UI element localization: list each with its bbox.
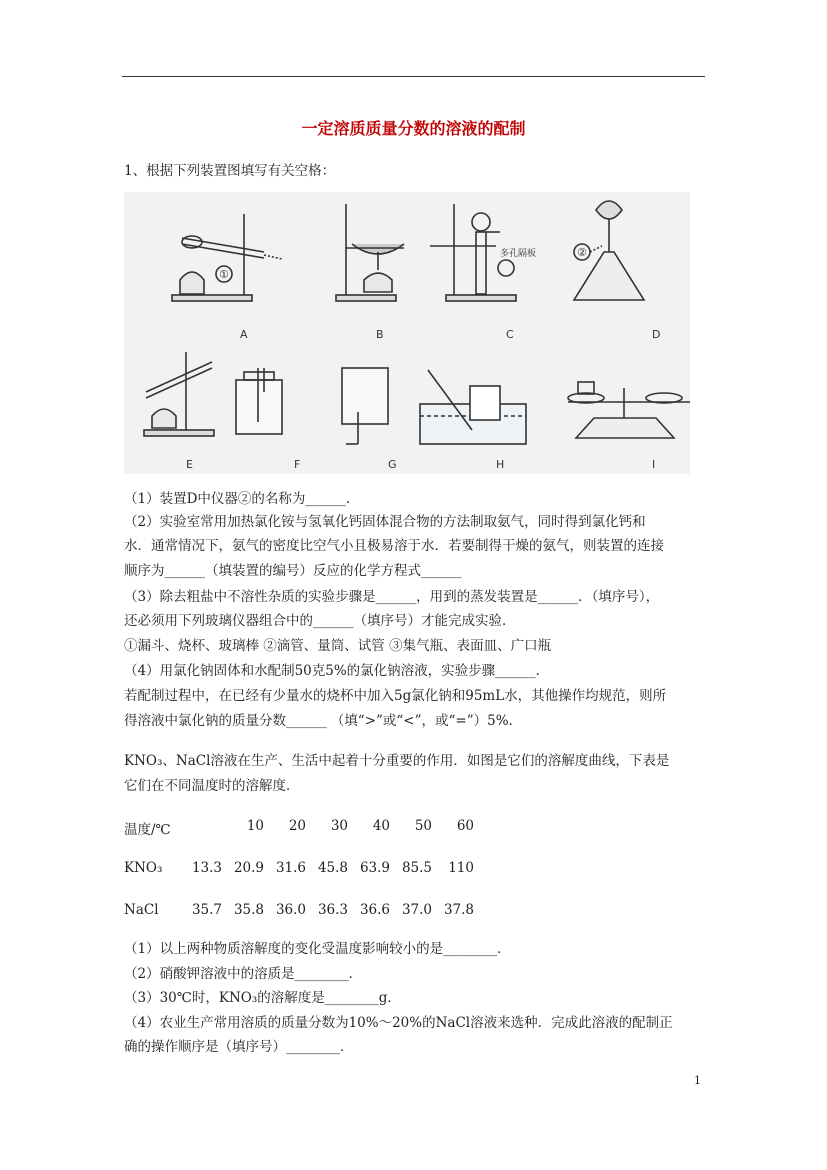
label-f: F — [294, 458, 301, 471]
question-1-intro: 1、根据下列装置图填写有关空格： — [124, 163, 336, 179]
table-cell: 36.3 — [317, 902, 348, 918]
q2-intro: 它们在不同温度时的溶解度． — [124, 778, 300, 794]
q1-options: ①漏斗、烧杯、玻璃棒 ②滴管、量筒、试管 ③集气瓶、表面皿、广口瓶 — [124, 638, 552, 654]
header-rule — [122, 76, 705, 77]
q1-line: 水．通常情况下，氨气的密度比空气小且极易溶于水．若要制得干燥的氨气，则装置的连接 — [124, 538, 664, 554]
table-cell: 45.8 — [317, 860, 348, 876]
plate-label: 多孔隔板 — [500, 249, 537, 259]
label-c: C — [506, 328, 514, 341]
label-d: D — [652, 328, 661, 341]
q2-line: （4）农业生产常用溶质的质量分数为10%～20%的NaCl溶液来选种．完成此溶液的配制正 — [124, 1015, 673, 1031]
table-cell — [180, 818, 222, 860]
q2-line: （3）30℃时，KNO₃的溶解度是________g． — [124, 990, 401, 1006]
table-cell: 20 — [288, 818, 306, 834]
table-cell: 35.8 — [233, 902, 264, 918]
q1-line: （2）实验室常用加热氯化铵与氢氧化钙固体混合物的方法制取氨气，同时得到氯化钙和 — [124, 514, 646, 530]
q1-line: 还必须用下列玻璃仪器组合中的______（填序号）才能完成实验． — [124, 613, 516, 629]
q1-line: （1）装置D中仪器②的名称为______. — [124, 491, 351, 507]
q1-line: 顺序为______（填装置的编号）反应的化学方程式______ — [124, 563, 462, 579]
table-cell: 37.0 — [401, 902, 432, 918]
apparatus-figure — [124, 192, 690, 474]
q2-line: （1）以上两种物质溶解度的变化受温度影响较小的是________． — [124, 941, 511, 957]
table-row — [124, 860, 474, 902]
table-cell: 13.3 — [191, 860, 222, 876]
row-label: NaCl — [124, 902, 159, 918]
q1-line: （4）用氯化钠固体和水配制50克5%的氯化钠溶液，实验步骤______． — [124, 663, 550, 679]
table-cell: 10 — [246, 818, 264, 834]
q1-line: （3）除去粗盐中不溶性杂质的实验步骤是______，用到的蒸发装置是______．（填序号）， — [124, 589, 660, 605]
table-cell: 31.6 — [275, 860, 306, 876]
label-i: I — [652, 458, 656, 471]
label-g: G — [388, 458, 397, 471]
table-cell: 30 — [330, 818, 348, 834]
q2-intro: KNO₃、NaCl溶液在生产、生活中起着十分重要的作用．如图是它们的溶解度曲线，下表是 — [124, 753, 670, 769]
table-cell: 35.7 — [191, 902, 222, 918]
label-a: A — [240, 328, 248, 341]
label-e: E — [186, 458, 193, 471]
solubility-table — [124, 818, 474, 944]
table-cell: 50 — [414, 818, 432, 834]
row-label: KNO₃ — [124, 860, 163, 876]
table-cell: 37.8 — [443, 902, 474, 918]
table-cell: 85.5 — [401, 860, 432, 876]
row-label: 温度/℃ — [124, 822, 171, 838]
table-cell: 110 — [448, 860, 474, 876]
label-b: B — [376, 328, 384, 341]
table-row — [124, 902, 474, 944]
q2-line: （2）硝酸钾溶液中的溶质是________． — [124, 966, 363, 982]
table-cell: 20.9 — [233, 860, 264, 876]
page-title: 一定溶质质量分数的溶液的配制 — [301, 119, 526, 138]
table-cell: 36.0 — [275, 902, 306, 918]
table-row — [124, 818, 474, 860]
q2-line: 确的操作顺序是（填序号）________． — [124, 1039, 354, 1055]
label-h: H — [496, 458, 505, 471]
q1-line: 若配制过程中，在已经有少量水的烧杯中加入5g氯化钠和95mL水，其他操作均规范，则所 — [124, 688, 667, 704]
marker-1: ① — [219, 268, 229, 281]
table-cell: 60 — [456, 818, 474, 834]
table-cell: 36.6 — [359, 902, 390, 918]
table-cell: 63.9 — [359, 860, 390, 876]
marker-2: ② — [577, 246, 587, 259]
table-cell: 40 — [372, 818, 390, 834]
q1-line: 得溶液中氯化钠的质量分数______ （填“>”或“<”，或“=”）5%. — [124, 713, 513, 729]
page-number: 1 — [694, 1074, 701, 1087]
